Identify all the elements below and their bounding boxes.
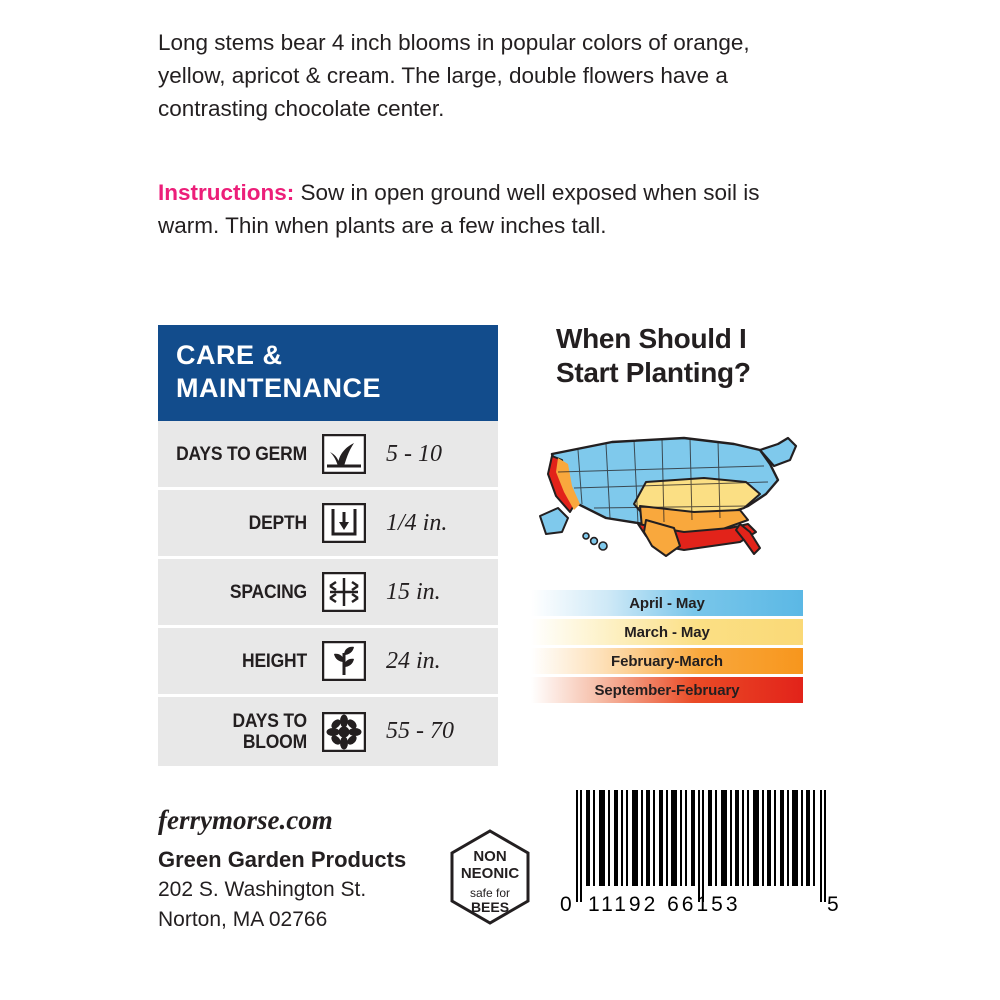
instructions-label: Instructions:	[158, 180, 295, 205]
care-row-label: DAYS TO GERM	[176, 443, 307, 465]
barcode-bars	[574, 790, 836, 902]
care-maintenance-table	[158, 325, 498, 766]
instructions-block	[158, 176, 798, 242]
address-line-1: 202 S. Washington St.	[158, 878, 367, 901]
non-neonic-seal-icon	[448, 829, 532, 925]
spacing-arrows-icon	[318, 569, 370, 615]
product-description: Long stems bear 4 inch blooms in popular colors of orange, yellow, apricot & cream. The large, double flowers have a contrasting chocolate center.	[158, 30, 750, 121]
planting-legend	[531, 590, 803, 706]
legend-item: September-February	[531, 677, 803, 703]
svg-text:safe for: safe for	[469, 886, 511, 900]
care-row-label: SPACING	[229, 581, 307, 603]
care-row-value: 24 in.	[386, 647, 441, 674]
care-row-label: HEIGHT	[242, 650, 307, 672]
care-row-value: 1/4 in.	[386, 509, 448, 536]
company-name: Green Garden Products	[158, 847, 407, 872]
care-row-value: 15 in.	[386, 578, 441, 605]
plant-height-icon	[318, 638, 370, 684]
barcode-right-digit: 5	[827, 893, 842, 916]
flower-bloom-icon	[318, 709, 370, 755]
care-row-label: DEPTH	[248, 512, 307, 534]
table-row	[158, 697, 498, 766]
barcode	[560, 790, 850, 925]
table-row	[158, 490, 498, 559]
legend-item: April - May	[531, 590, 803, 616]
table-row	[158, 421, 498, 490]
website-url[interactable]: ferrymorse.com	[158, 805, 333, 835]
company-address	[158, 875, 366, 935]
depth-arrow-icon	[318, 500, 370, 546]
svg-text:NON: NON	[473, 848, 507, 865]
planting-question	[556, 322, 816, 390]
table-row	[158, 628, 498, 697]
usa-planting-zone-map	[534, 420, 814, 570]
care-row-value: 55 - 70	[386, 718, 454, 744]
legend-item: March - May	[531, 619, 803, 645]
address-line-2: Norton, MA 02766	[158, 908, 328, 931]
care-row-value: 5 - 10	[386, 440, 442, 467]
planting-title: When Should I Start Planting?	[556, 323, 751, 388]
barcode-middle-digits: 11192 66153	[588, 893, 741, 916]
care-row-label: DAYS TO BLOOM	[232, 710, 307, 753]
table-row	[158, 559, 498, 628]
svg-text:NEONIC: NEONIC	[460, 865, 520, 882]
legend-item: February-March	[531, 648, 803, 674]
barcode-left-digit: 0	[560, 893, 575, 916]
svg-text:BEES: BEES	[470, 899, 510, 915]
instructions-text: Sow in open ground well exposed when soil is warm. Thin when plants are a few inches tall.	[158, 180, 760, 238]
seed-sprout-icon	[318, 431, 370, 477]
care-maintenance-header: CARE & MAINTENANCE	[158, 325, 498, 421]
